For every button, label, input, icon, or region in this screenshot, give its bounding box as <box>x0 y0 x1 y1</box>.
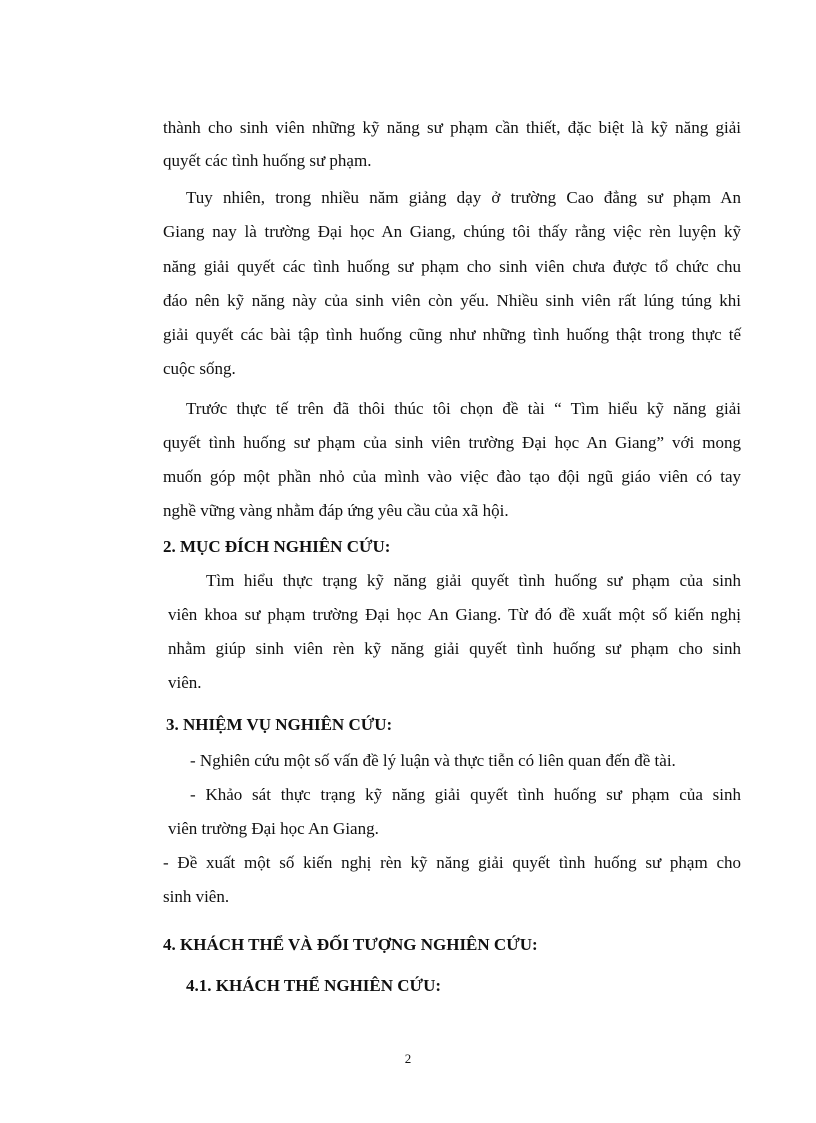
body-text-line: quyết tình huống sư phạm của sinh viên trường Đại học An Giang” với mong <box>163 433 741 452</box>
body-text-line: năng giải quyết các tình huống sư phạm cho sinh viên chưa được tổ chức chu <box>163 257 741 276</box>
body-text-line: đáo nên kỹ năng này của sinh viên còn yếu. Nhiều sinh viên rất lúng túng khi <box>163 291 741 310</box>
body-text-line: muốn góp một phần nhỏ của mình vào việc đào tạo đội ngũ giáo viên có tay <box>163 467 741 486</box>
body-text-line: Tuy nhiên, trong nhiều năm giảng dạy ở trường Cao đẳng sư phạm An <box>186 188 741 207</box>
subsection-heading: 4.1. KHÁCH THỂ NGHIÊN CỨU: <box>186 976 442 995</box>
body-text-line: Tìm hiểu thực trạng kỹ năng giải quyết tình huống sư phạm của sinh <box>206 571 741 590</box>
body-text-line: Giang nay là trường Đại học An Giang, chúng tôi thấy rằng việc rèn luyện kỹ <box>163 222 741 241</box>
body-text-line: cuộc sống. <box>163 359 236 378</box>
body-text-line: Trước thực tế trên đã thôi thúc tôi chọn đề tài “ Tìm hiểu kỹ năng giải <box>186 399 741 418</box>
section-heading: 2. MỤC ĐÍCH NGHIÊN CỨU: <box>163 537 391 556</box>
body-text-line: viên khoa sư phạm trường Đại học An Giang. Từ đó đề xuất một số kiến nghị <box>168 605 741 624</box>
section-heading: 4. KHÁCH THỂ VÀ ĐỐI TƯỢNG NGHIÊN CỨU: <box>163 935 538 954</box>
body-text-line: quyết các tình huống sư phạm. <box>163 151 372 170</box>
body-text-line: viên. <box>168 673 202 692</box>
body-text-line: nhằm giúp sinh viên rèn kỹ năng giải quyết tình huống sư phạm cho sinh <box>168 639 741 658</box>
body-text-line: sinh viên. <box>163 887 230 906</box>
list-item: - Đề xuất một số kiến nghị rèn kỹ năng giải quyết tình huống sư phạm cho <box>163 853 741 872</box>
body-text-line: thành cho sinh viên những kỹ năng sư phạm cần thiết, đặc biệt là kỹ năng giải <box>163 118 741 137</box>
body-text-line: giải quyết các bài tập tình huống cũng như những tình huống thật trong thực tế <box>163 325 741 344</box>
body-text-line: viên trường Đại học An Giang. <box>168 819 379 838</box>
page-number: 2 <box>404 1051 412 1066</box>
list-item: - Khảo sát thực trạng kỹ năng giải quyết tình huống sư phạm của sinh <box>190 785 741 804</box>
body-text-line: nghề vững vàng nhằm đáp ứng yêu cầu của xã hội. <box>163 501 509 520</box>
list-item: - Nghiên cứu một số vấn đề lý luận và thực tiễn có liên quan đến đề tài. <box>190 751 676 770</box>
section-heading: 3. NHIỆM VỤ NGHIÊN CỨU: <box>166 715 393 734</box>
